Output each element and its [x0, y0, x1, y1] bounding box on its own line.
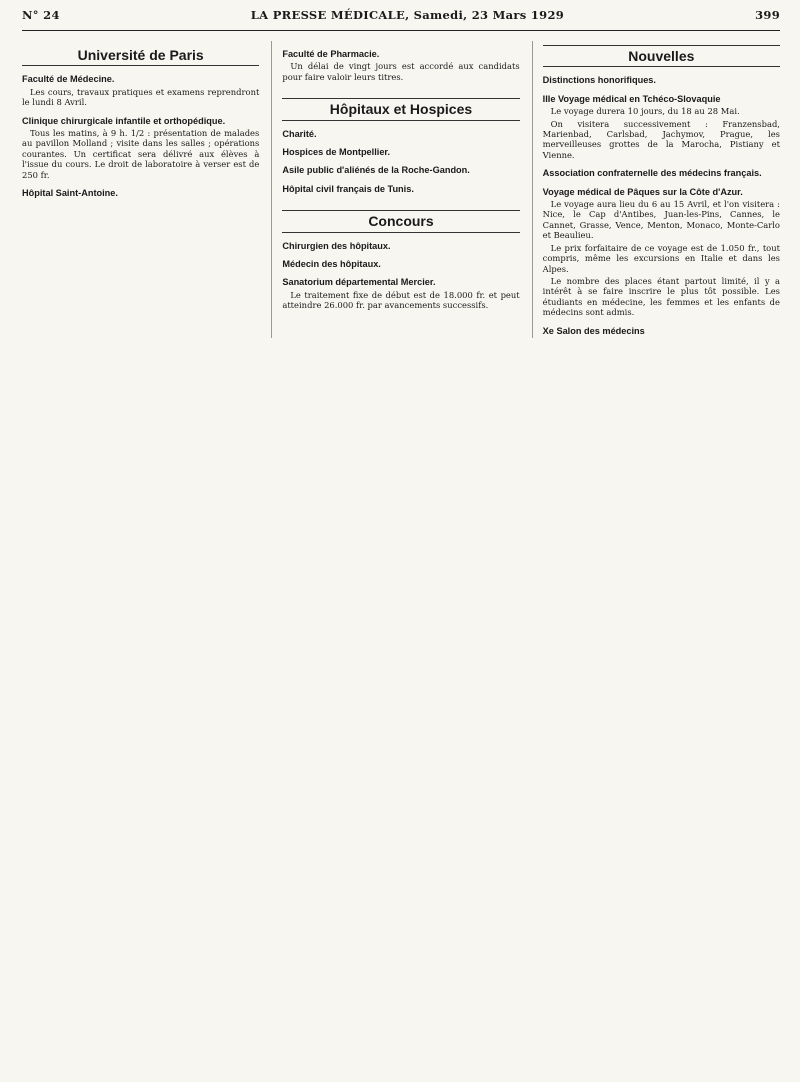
- heading-chirurgien-hopitaux: Chirurgien des hôpitaux.: [282, 240, 391, 251]
- heading-clinique-chirurgicale: Clinique chirurgicale infantile et orthopédique.: [22, 115, 226, 126]
- rubric-hopitaux: Hôpitaux et Hospices: [282, 98, 519, 120]
- heading-salon-medecins: Xe Salon des médecins: [542, 325, 645, 336]
- heading-faculte-pharmacie: Faculté de Pharmacie.: [282, 49, 380, 59]
- column-left: [22, 41, 259, 338]
- column-middle: [271, 41, 519, 338]
- article-paragraph: Tous les matins, à 9 h. 1/2 : présentation de malades au pavillon Molland ; visite dans les salles ; opérations courantes. Un certificat sera délivré aux élèves à l'issue du cours. Le droit de laboratoire à verser est de 250 fr.: [22, 128, 260, 180]
- heading-voyage-tcheco: IIIe Voyage médical en Tchéco-Slovaquie: [542, 93, 721, 104]
- article-paragraph: Le nombre des places étant partout limité, il y a intérêt à se faire inscrire le plus tôt possible. Les étudiants en médecine, les femmes et les enfants de médecins sont admis.: [542, 275, 780, 318]
- heading-medecin-hopitaux: Médecin des hôpitaux.: [282, 259, 381, 270]
- article-paragraph: Le voyage aura lieu du 6 au 15 Avril, et l'on visitera : Nice, le Cap d'Antibes, Juan-les-Pins, Cannes, le Cannet, Grasse, Vence, Menton, Monaco, Monte-Carlo et Beaulieu.: [542, 199, 780, 241]
- heading-hopital-saint-antoine: Hôpital Saint-Antoine.: [22, 188, 118, 199]
- rubric-universite: Université de Paris: [22, 45, 259, 66]
- heading-hopital-tunis: Hôpital civil français de Tunis.: [282, 183, 414, 194]
- heading-hospices-montpellier: Hospices de Montpellier.: [282, 147, 391, 158]
- issue-number: N° 24: [22, 8, 60, 22]
- article-paragraph: Le voyage durera 10 jours, du 18 au 28 Mai.: [550, 106, 740, 117]
- article-paragraph: Un délai de vingt jours est accordé aux candidats pour faire valoir leurs titres.: [282, 61, 520, 82]
- page-number: 399: [755, 8, 780, 22]
- running-header: [22, 8, 780, 31]
- rubric-nouvelles: Nouvelles: [543, 45, 780, 67]
- heading-distinctions: Distinctions honorifiques.: [542, 75, 656, 86]
- journal-title: LA PRESSE MÉDICALE, Samedi, 23 Mars 1929: [250, 8, 565, 22]
- article-paragraph: Le prix forfaitaire de ce voyage est de 1.050 fr., tout compris, même les excursions en Italie et dans les Alpes.: [542, 242, 780, 274]
- column-right: [532, 41, 780, 338]
- rubric-concours: Concours: [282, 210, 519, 232]
- heading-association-confraternelle: Association confraternelle des médecins français.: [542, 168, 762, 179]
- heading-sanatorium-mercier: Sanatorium départemental Mercier.: [282, 277, 436, 288]
- article-paragraph: On visitera successivement : Franzensbad, Marienbad, Carlsbad, Jachymov, Prague, les merveilleuses grottes de la Marocha, Pistiany et Vienne.: [542, 118, 780, 160]
- heading-asile-roche-gandon: Asile public d'aliénés de la Roche-Gandon.: [282, 165, 470, 176]
- heading-voyage-cote-azur: Voyage médical de Pâques sur la Côte d'Azur.: [542, 186, 743, 197]
- article-paragraph: Le traitement fixe de début est de 18.000 fr. et peut atteindre 26.000 fr. par avancements successifs.: [282, 289, 520, 311]
- article-paragraph: Les cours, travaux pratiques et examens reprendront le lundi 8 Avril.: [22, 86, 260, 108]
- heading-faculte-medecine: Faculté de Médecine.: [22, 74, 115, 85]
- heading-charite: Charité.: [282, 128, 317, 139]
